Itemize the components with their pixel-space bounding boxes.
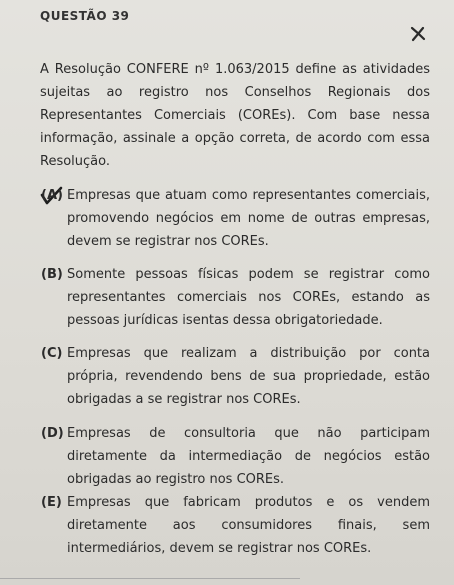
option-d-text: Empresas de consultoria que não participam diretamente da intermediação de negócios estão obrigadas ao registro nos COREs. [67,426,430,487]
page-edge-line [0,578,300,579]
option-e[interactable] [41,491,430,560]
option-b-text: Somente pessoas físicas podem se registrar como representantes comerciais nos COREs, estando as pessoas jurídicas isentas dessa obrigatoriedade. [67,267,430,328]
option-a-letter: (A) [41,188,63,203]
option-c[interactable] [41,342,430,411]
option-c-letter: (C) [41,346,63,361]
option-b[interactable] [41,263,430,332]
option-e-text: Empresas que fabricam produtos e os vendem diretamente aos consumidores finais, sem intermediários, devem se registrar nos COREs. [67,495,430,556]
option-e-letter: (E) [41,495,62,510]
question-title: QUESTÃO 39 [40,9,130,23]
handwritten-x-mark-icon [410,26,426,42]
option-a[interactable] [41,184,430,253]
option-d[interactable] [41,422,430,491]
option-c-text: Empresas que realizam a distribuição por conta própria, revendendo bens de sua propriedade, estão obrigadas a se registrar nos COREs. [67,346,430,407]
option-d-letter: (D) [41,426,64,441]
option-b-letter: (B) [41,267,63,282]
question-stem: A Resolução CONFERE nº 1.063/2015 define as atividades sujeitas ao registro nos Conselhos Regionais dos Representantes Comerciais (COREs). Com base nessa informação, assinale a opção correta, de acordo com essa Resolução. [40,62,430,169]
option-a-text: Empresas que atuam como representantes comerciais, promovendo negócios em nome de outras empresas, devem se registrar nos COREs. [67,188,430,249]
